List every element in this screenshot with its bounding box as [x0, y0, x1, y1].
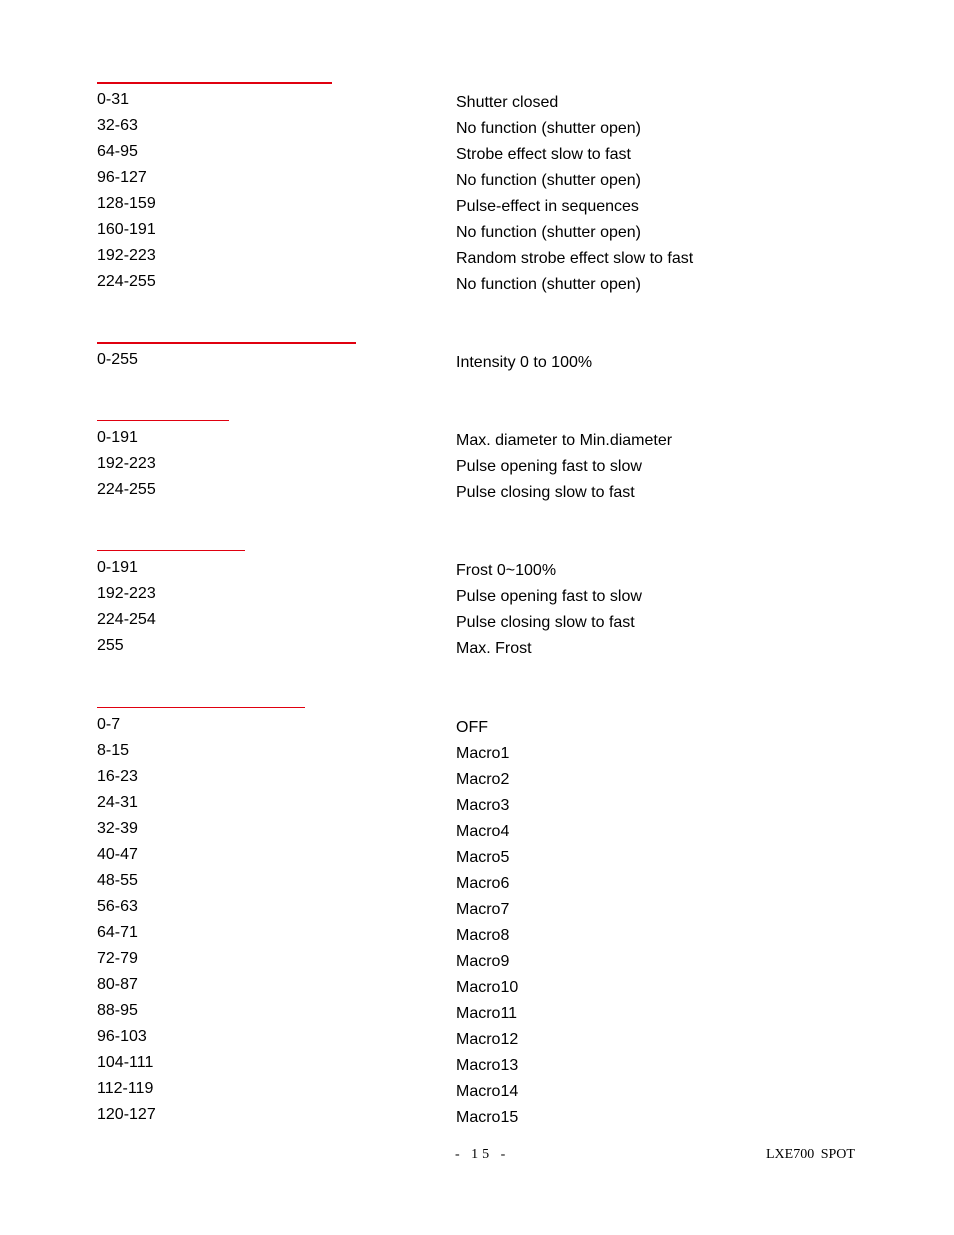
function-description: Shutter closed: [456, 94, 559, 111]
function-description: Pulse closing slow to fast: [456, 614, 635, 631]
function-description: Pulse closing slow to fast: [456, 484, 635, 501]
table-row: [0, 949, 954, 975]
table-row: [0, 480, 954, 506]
dmx-range: 128-159: [97, 195, 156, 212]
dmx-range: 96-103: [97, 1028, 147, 1045]
function-description: Macro1: [456, 745, 510, 762]
page-number: - 15 -: [455, 1147, 510, 1162]
function-description: Macro15: [456, 1109, 519, 1126]
function-description: Macro6: [456, 875, 510, 892]
table-row: [0, 610, 954, 636]
dmx-range: 64-71: [97, 924, 138, 941]
function-description: Macro7: [456, 901, 510, 918]
function-description: Macro9: [456, 953, 510, 970]
table-row: [0, 897, 954, 923]
dmx-range: 192-223: [97, 585, 156, 602]
function-description: Macro11: [456, 1005, 518, 1022]
function-description: Macro4: [456, 823, 510, 840]
function-description: Strobe effect slow to fast: [456, 146, 631, 163]
dmx-range: 224-255: [97, 481, 156, 498]
function-description: No function (shutter open): [456, 172, 641, 189]
function-description: Max. diameter to Min.diameter: [456, 432, 673, 449]
table-row: [0, 90, 954, 116]
section-rule: [97, 707, 305, 708]
dmx-range: 112-119: [97, 1080, 154, 1097]
dmx-range: 224-254: [97, 611, 156, 628]
function-description: OFF: [456, 719, 488, 736]
table-row: [0, 584, 954, 610]
function-description: No function (shutter open): [456, 224, 641, 241]
dmx-range: 56-63: [97, 898, 138, 915]
function-description: Pulse opening fast to slow: [456, 458, 642, 475]
dmx-range: 255: [97, 637, 124, 654]
function-description: Macro5: [456, 849, 510, 866]
model-name: LXE700 SPOT: [766, 1147, 855, 1162]
function-description: No function (shutter open): [456, 276, 641, 293]
table-row: [0, 715, 954, 741]
table-row: [0, 116, 954, 142]
dmx-range: 32-39: [97, 820, 138, 837]
table-row: [0, 845, 954, 871]
dmx-range: 0-191: [97, 429, 138, 446]
dmx-range: 0-7: [97, 716, 121, 733]
table-row: [0, 168, 954, 194]
table-row: [0, 454, 954, 480]
function-description: Random strobe effect slow to fast: [456, 250, 694, 267]
function-description: Macro10: [456, 979, 519, 996]
table-row: [0, 871, 954, 897]
dmx-range: 0-191: [97, 559, 138, 576]
dmx-range: 0-255: [97, 351, 138, 368]
function-description: No function (shutter open): [456, 120, 641, 137]
table-row: [0, 819, 954, 845]
function-description: Macro14: [456, 1083, 519, 1100]
table-row: [0, 793, 954, 819]
dmx-range: 104-111: [97, 1054, 154, 1071]
table-row: [0, 1001, 954, 1027]
function-description: Intensity 0 to 100%: [456, 354, 593, 371]
table-row: [0, 975, 954, 1001]
function-description: Macro2: [456, 771, 510, 788]
dmx-range: 88-95: [97, 1002, 138, 1019]
section-rule: [97, 342, 356, 344]
dmx-range: 192-223: [97, 247, 156, 264]
table-row: [0, 1053, 954, 1079]
table-row: [0, 767, 954, 793]
dmx-range: 24-31: [97, 794, 138, 811]
table-row: [0, 428, 954, 454]
dmx-range: 160-191: [97, 221, 156, 238]
function-description: Macro12: [456, 1031, 519, 1048]
table-row: [0, 142, 954, 168]
section-rule: [97, 420, 229, 421]
section-rule: [97, 82, 332, 84]
function-description: Macro13: [456, 1057, 519, 1074]
function-description: Max. Frost: [456, 640, 532, 657]
dmx-range: 96-127: [97, 169, 147, 186]
table-row: [0, 923, 954, 949]
function-description: Pulse-effect in sequences: [456, 198, 639, 215]
table-row: [0, 636, 954, 662]
table-row: [0, 1027, 954, 1053]
table-row: [0, 220, 954, 246]
table-row: [0, 741, 954, 767]
dmx-range: 40-47: [97, 846, 138, 863]
section-rule: [97, 550, 245, 551]
dmx-range: 224-255: [97, 273, 156, 290]
function-description: Pulse opening fast to slow: [456, 588, 642, 605]
table-row: [0, 1079, 954, 1105]
dmx-range: 8-15: [97, 742, 130, 759]
table-row: [0, 246, 954, 272]
dmx-range: 192-223: [97, 455, 156, 472]
dmx-range: 48-55: [97, 872, 138, 889]
function-description: Macro8: [456, 927, 510, 944]
table-row: [0, 194, 954, 220]
table-row: [0, 272, 954, 298]
dmx-range: 0-31: [97, 91, 130, 108]
table-row: [0, 1105, 954, 1131]
table-row: [0, 558, 954, 584]
dmx-range: 80-87: [97, 976, 138, 993]
dmx-range: 16-23: [97, 768, 138, 785]
function-description: Macro3: [456, 797, 510, 814]
dmx-range: 64-95: [97, 143, 138, 160]
table-row: [0, 350, 954, 376]
dmx-range: 72-79: [97, 950, 138, 967]
dmx-range: 32-63: [97, 117, 138, 134]
dmx-range: 120-127: [97, 1106, 156, 1123]
function-description: Frost 0~100%: [456, 562, 557, 579]
